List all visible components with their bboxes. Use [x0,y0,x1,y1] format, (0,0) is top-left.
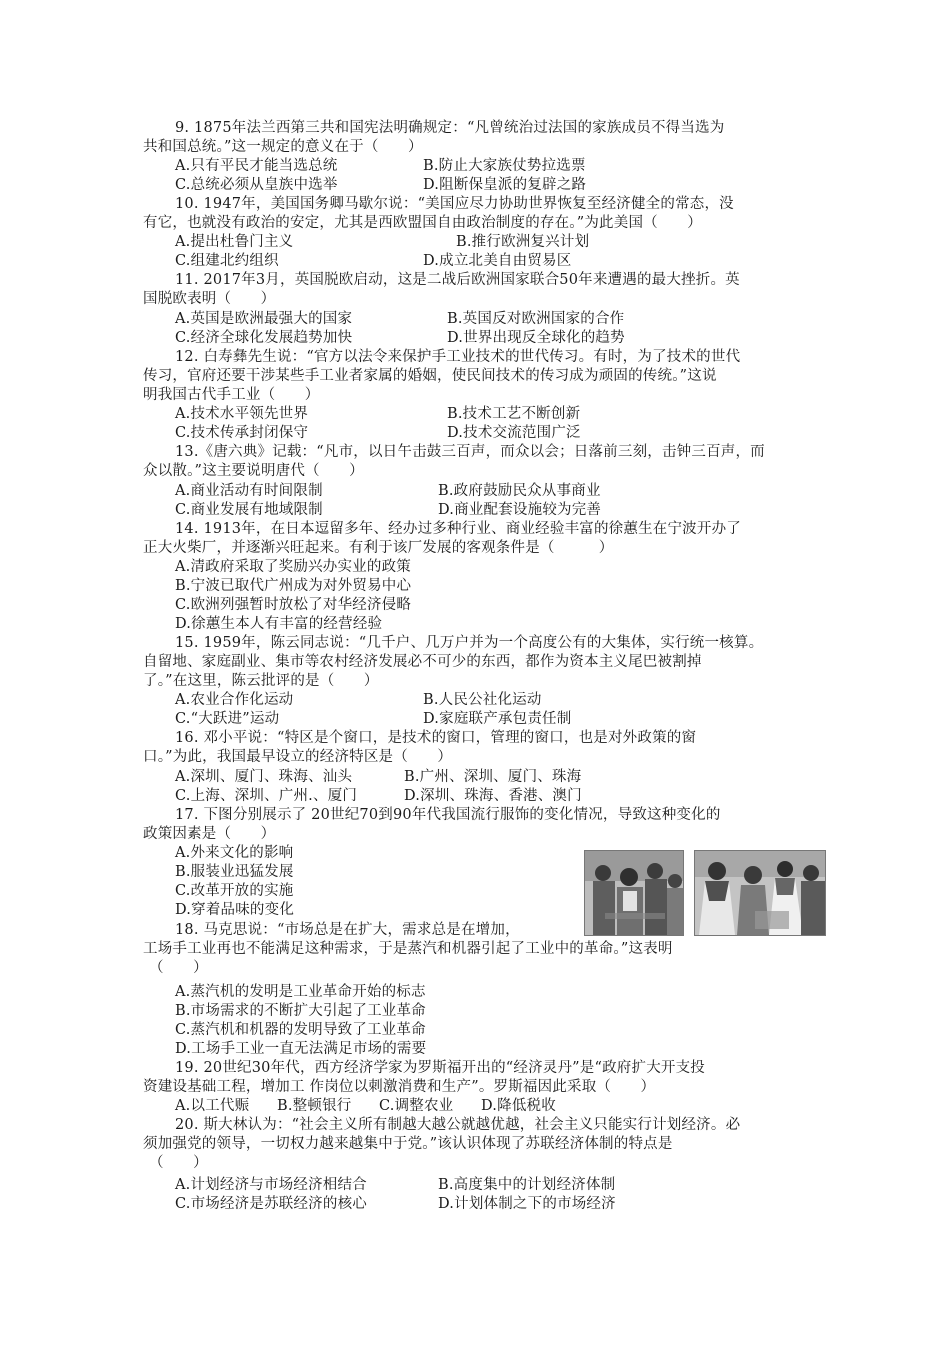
question-14-option-a[interactable]: A.清政府采取了奖励兴办实业的政策 [175,559,411,575]
question-16-option-a[interactable]: A.深圳、厦门、珠海、汕头 [175,769,353,785]
question-10-stem-line-1: 10. 1947年，美国国务卿马歇尔说：“美国应尽力协助世界恢复至经济健全的常态，没 [175,196,734,212]
question-14-stem-line-2: 正大火柴厂，并逐渐兴旺起来。有利于该厂发展的客观条件是（ ） [143,540,614,556]
question-10-option-a[interactable]: A.提出杜鲁门主义 [175,234,294,250]
question-18-option-d[interactable]: D.工场手工业一直无法满足市场的需要 [175,1041,427,1057]
question-17-stem-line-2: 政策因素是（ ） [143,826,276,842]
question-12-option-b[interactable]: B.技术工艺不断创新 [447,406,581,422]
question-20-option-a[interactable]: A.计划经济与市场经济相结合 [175,1177,367,1193]
photo-1990s-clothing-icon [694,850,826,936]
question-20-stem-line-2: 须加强党的领导，一切权力越来越集中于党。”该认识体现了苏联经济体制的特点是 [143,1136,673,1152]
question-19-stem-line-1: 19. 20世纪30年代，西方经济学家为罗斯福开出的“经济灵丹”是“政府扩大开支投 [175,1060,706,1076]
question-15-option-d[interactable]: D.家庭联产承包责任制 [423,711,572,727]
question-20-option-d[interactable]: D.计划体制之下的市场经济 [438,1196,616,1212]
question-16-option-b[interactable]: B.广州、深圳、厦门、珠海 [404,769,582,785]
question-12-stem-line-3: 明我国古代手工业（ ） [143,387,320,403]
question-10-option-b[interactable]: B.推行欧洲复兴计划 [456,234,590,250]
question-17-option-a[interactable]: A.外来文化的影响 [175,845,294,861]
question-13-option-b[interactable]: B.政府鼓励民众从事商业 [438,483,601,499]
question-11-stem-line-2: 国脱欧表明（ ） [143,291,276,307]
question-14-option-b[interactable]: B.宁波已取代广州成为对外贸易中心 [175,578,412,594]
question-14-option-d[interactable]: D.徐蕙生本人有丰富的经营经验 [175,616,383,632]
question-11-option-a[interactable]: A.英国是欧洲最强大的国家 [175,311,353,327]
question-9-option-c[interactable]: C.总统必须从皇族中选举 [175,177,338,193]
question-11-option-c[interactable]: C.经济全球化发展趋势加快 [175,330,353,346]
question-20-stem-line-3: （ ） [149,1155,208,1171]
question-14-stem-line-1: 14. 1913年，在日本逗留多年、经办过多种行业、商业经验丰富的徐蕙生在宁波开办了 [175,521,741,537]
question-17-option-b[interactable]: B.服装业迅猛发展 [175,864,294,880]
photo-1990s-clothing-svg [695,851,825,935]
question-9-option-a[interactable]: A.只有平民才能当选总统 [175,158,338,174]
photo-1970s-clothing-icon [584,850,684,936]
question-14-option-c[interactable]: C.欧洲列强暂时放松了对华经济侵略 [175,597,412,613]
question-12-option-a[interactable]: A.技术水平领先世界 [175,406,309,422]
question-13-stem-line-2: 众以散。”这主要说明唐代（ ） [143,463,364,479]
question-15-stem-line-2: 自留地、家庭副业、集市等农村经济发展必不可少的东西，都作为资本主义尾巴被割掉 [143,654,702,670]
question-20-option-b[interactable]: B.高度集中的计划经济体制 [438,1177,616,1193]
question-11-option-d[interactable]: D.世界出现反全球化的趋势 [447,330,625,346]
question-9-stem-line-1: 9. 1875年法兰西第三共和国宪法明确规定：“凡曾统治过法国的家族成员不得当选为 [175,120,725,136]
question-15-option-c[interactable]: C.“大跃进”运动 [175,711,280,727]
question-19-option-c[interactable]: C.调整农业 [379,1098,454,1114]
question-15-stem-line-3: 了。”在这里，陈云批评的是（ ） [143,673,379,689]
question-17-stem-line-1: 17. 下图分别展示了 20世纪70到90年代我国流行服饰的变化情况，导致这种变化的 [175,807,721,823]
question-10-option-d[interactable]: D.成立北美自由贸易区 [423,253,572,269]
question-13-option-c[interactable]: C.商业发展有地域限制 [175,502,323,518]
question-18-option-c[interactable]: C.蒸汽机和机器的发明导致了工业革命 [175,1022,426,1038]
question-19-option-d[interactable]: D.降低税收 [481,1098,556,1114]
question-9-option-b[interactable]: B.防止大家族仗势拉选票 [423,158,586,174]
question-13-option-a[interactable]: A.商业活动有时间限制 [175,483,323,499]
question-12-option-d[interactable]: D.技术交流范围广泛 [447,425,581,441]
question-15-stem-line-1: 15. 1959年，陈云同志说：“几千户、几万户并为一个高度公有的大集体，实行统一核算。 [175,635,764,651]
question-13-stem-line-1: 13.《唐六典》记载：“凡市，以日午击鼓三百声，而众以会；日落前三刻，击钟三百声，而 [175,444,765,460]
question-16-option-d[interactable]: D.深圳、珠海、香港、澳门 [404,788,582,804]
question-18-option-a[interactable]: A.蒸汽机的发明是工业革命开始的标志 [175,984,426,1000]
question-20-option-c[interactable]: C.市场经济是苏联经济的核心 [175,1196,367,1212]
question-12-stem-line-1: 12. 白寿彝先生说：“官方以法令来保护手工业技术的世代传习。有时，为了技术的世代 [175,349,741,365]
question-19-stem-line-2: 资建设基础工程，增加工 作岗位以刺激消费和生产”。罗斯福因此采取（ ） [143,1079,656,1095]
question-18-stem-line-3: （ ） [149,960,208,976]
question-12-stem-line-2: 传习，官府还要干涉某些手工业者家属的婚姻，使民间技术的传习成为顽固的传统。”这说 [143,368,717,384]
question-10-option-c[interactable]: C.组建北约组织 [175,253,279,269]
question-19-option-a[interactable]: A.以工代赈 [175,1098,250,1114]
question-19-option-b[interactable]: B.整顿银行 [277,1098,352,1114]
question-11-stem-line-1: 11. 2017年3月，英国脱欧启动，这是二战后欧洲国家联合50年来遭遇的最大挫折。英 [175,272,740,288]
question-15-option-b[interactable]: B.人民公社化运动 [423,692,542,708]
question-16-stem-line-1: 16. 邓小平说：“特区是个窗口，是技术的窗口，管理的窗口，也是对外政策的窗 [175,730,697,746]
question-20-stem-line-1: 20. 斯大林认为：“社会主义所有制越大越公就越优越，社会主义只能实行计划经济。必 [175,1117,741,1133]
question-11-option-b[interactable]: B.英国反对欧洲国家的合作 [447,311,625,327]
question-18-stem-line-2: 工场手工业再也不能满足这种需求，于是蒸汽和机器引起了工业中的革命。”这表明 [143,941,673,957]
question-15-option-a[interactable]: A.农业合作化运动 [175,692,294,708]
question-13-option-d[interactable]: D.商业配套设施较为完善 [438,502,602,518]
question-9-option-d[interactable]: D.阻断保皇派的复辟之路 [423,177,587,193]
question-16-option-c[interactable]: C.上海、深圳、广州.、厦门 [175,788,358,804]
question-17-option-d[interactable]: D.穿着品味的变化 [175,902,295,918]
question-9-stem-line-2: 共和国总统。”这一规定的意义在于（ ） [143,139,423,155]
question-18-stem-line-1: 18. 马克思说：“市场总是在扩大，需求总是在增加， [175,922,520,938]
question-10-stem-line-2: 有它，也就没有政治的安定，尤其是西欧盟国自由政治制度的存在。”为此美国（ ） [143,215,702,231]
photo-1970s-clothing-svg [585,851,683,935]
question-16-stem-line-2: 口。”为此，我国最早设立的经济特区是（ ） [143,749,453,765]
question-17-option-c[interactable]: C.改革开放的实施 [175,883,294,899]
question-18-option-b[interactable]: B.市场需求的不断扩大引起了工业革命 [175,1003,426,1019]
question-12-option-c[interactable]: C.技术传承封闭保守 [175,425,309,441]
